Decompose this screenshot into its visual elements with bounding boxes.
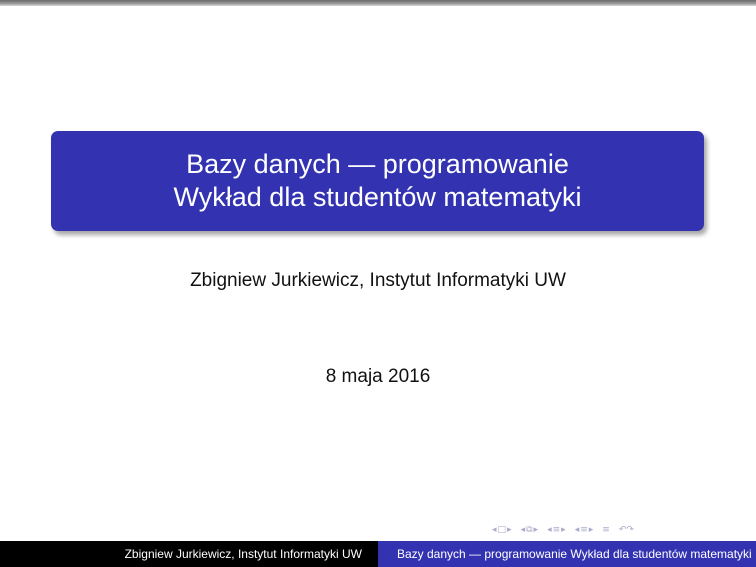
section-next-icon[interactable]: ▸ <box>561 525 566 535</box>
subsubsection-icon[interactable]: ≡ <box>580 525 588 535</box>
footer-bar <box>0 541 756 567</box>
section-prev-icon[interactable]: ◂ <box>547 525 552 535</box>
footer-title: Bazy danych — programowanie Wykład dla studentów matematyki <box>378 541 756 567</box>
top-rule <box>0 0 756 6</box>
slide-title-line-2: Wykład dla studentów matematyki <box>173 182 582 212</box>
section-icon[interactable]: ≡ <box>552 525 561 535</box>
search-icon[interactable]: ↶↷ <box>618 525 634 535</box>
slide-author: Zbigniew Jurkiewicz, Instytut Informatyki UW <box>190 270 566 291</box>
frame-prev-icon[interactable]: ◂ <box>492 525 497 535</box>
beamer-navigation <box>492 523 640 537</box>
slide-title-line-1: Bazy danych — programowanie <box>186 149 569 179</box>
appendix-icon[interactable]: ≡ <box>602 525 610 535</box>
slide-date: 8 maja 2016 <box>325 366 431 387</box>
subsubsection-prev-icon[interactable]: ◂ <box>574 525 580 535</box>
subsubsection-next-icon[interactable]: ▸ <box>588 525 594 535</box>
footer-author: Zbigniew Jurkiewicz, Instytut Informatyki UW <box>0 541 378 567</box>
subsection-prev-icon[interactable]: ◂ <box>520 525 526 535</box>
title-block <box>51 131 704 231</box>
subsection-next-icon[interactable]: ▸ <box>533 525 539 535</box>
subsection-icon[interactable]: ⧉ <box>526 525 533 535</box>
frame-icon[interactable]: □ <box>497 525 507 535</box>
frame-next-icon[interactable]: ▸ <box>507 525 512 535</box>
